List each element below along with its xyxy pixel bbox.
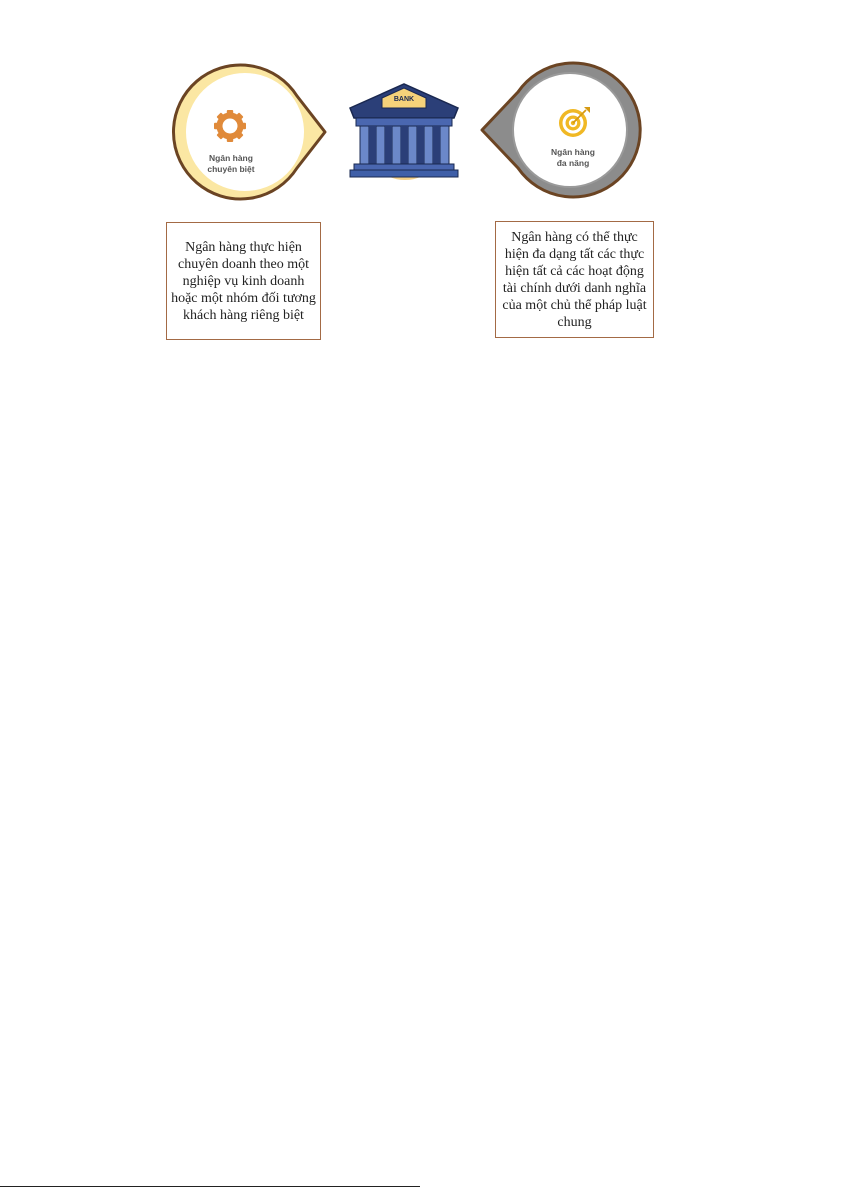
left-pin-bubble xyxy=(173,65,325,199)
left-node-label: Ngân hàng chuyên biệt xyxy=(207,153,255,174)
gear-icon xyxy=(214,110,246,142)
footer-rule xyxy=(0,1186,420,1187)
left-description-text: Ngân hàng thực hiện chuyên doanh theo một nghiệp vụ kinh doanh hoặc một nhóm đối tương khách hàng riêng biệt xyxy=(171,239,316,323)
right-node-label: Ngân hàng đa năng xyxy=(551,147,595,168)
right-description-box xyxy=(495,221,654,338)
right-pin-bubble xyxy=(482,63,640,197)
bank-types-diagram xyxy=(0,0,841,360)
right-description-text: Ngân hàng có thể thực hiện đa dạng tất các thực hiện tất cả các hoạt động tài chính dưới danh nghĩa của một chủ thể pháp luật chung xyxy=(502,229,647,330)
bank-sign-text: BANK xyxy=(393,96,415,103)
diagram-graphics xyxy=(0,0,841,360)
left-description-box xyxy=(166,222,321,340)
